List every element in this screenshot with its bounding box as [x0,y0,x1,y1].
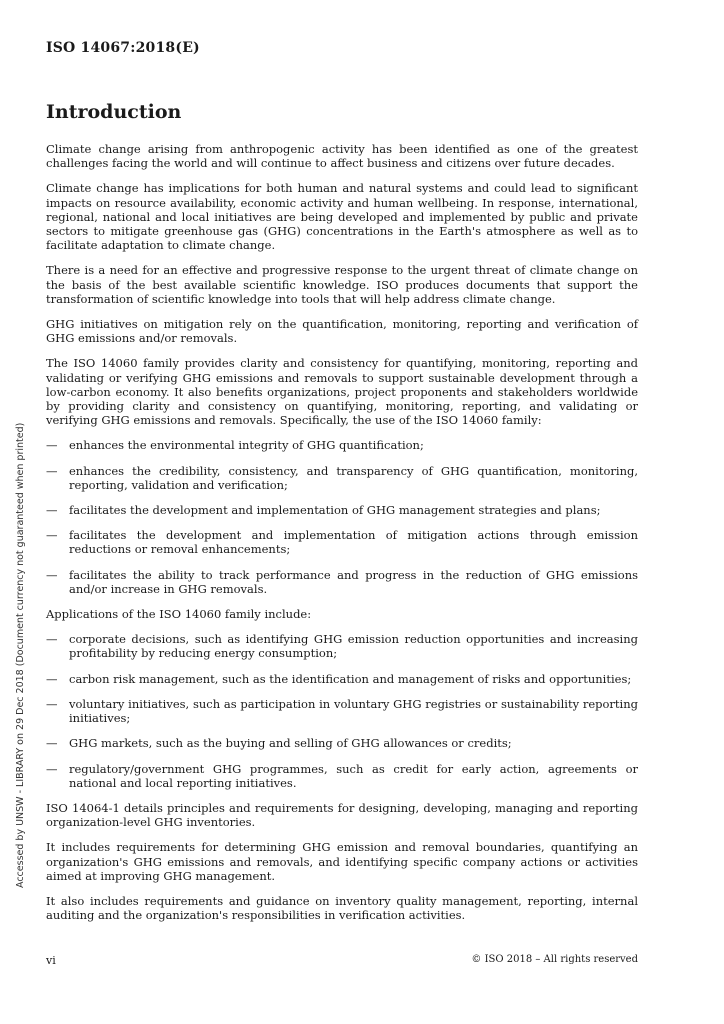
list-item: — GHG markets, such as the buying and selling of GHG allowances or credits; [46,736,512,751]
dash-bullet: — [46,696,58,711]
dash-bullet: — [46,503,58,518]
list-item: — regulatory/government GHG programmes, such as credit for early action, agreements or national and local reporting initiatives. [46,761,638,790]
applications-list [46,632,638,790]
dash-bullet: — [46,528,58,543]
list-item: — carbon risk management, such as the identification and management of risks and opportunities; [46,671,632,686]
dash-bullet: — [46,671,58,686]
paragraph-9: It also includes requirements and guidance on inventory quality management, reporting, internal auditing and the organization's responsibilities in verification activities. [46,893,638,923]
dash-bullet: — [46,761,58,776]
dash-bullet: — [46,567,58,582]
access-watermark: Accessed by UNSW - LIBRARY on 29 Dec 2018 (Document currency not guaranteed when printed) [15,422,26,888]
list-item: — facilitates the development and implementation of GHG management strategies and plans; [46,503,601,518]
paragraph-1: Climate change arising from anthropogenic activity has been identified as one of the greatest challenges facing the world and will continue to affect business and citizens over future decades. [46,142,638,171]
paragraph-3: There is a need for an effective and progressive response to the urgent threat of climate change on the basis of the best available scientific knowledge. ISO produces documents that support the transformation of scientific knowledge into tools that will help address climate change. [46,263,638,306]
list-item: — enhances the credibility, consistency, and transparency of GHG quantification, monitoring, reporting, validation and verification; [46,463,638,492]
paragraph-2: Climate change has implications for both human and natural systems and could lead to significant impacts on resource availability, economic activity and human wellbeing. In response, international, regional, national and local initiatives are being developed and implemented by public and private sectors to mitigate greenhouse gas (GHG) concentrations in the Earth's atmosphere as well as to facilitate adaptation to climate change. [46,181,638,253]
dash-bullet: — [46,438,58,453]
dash-bullet: — [46,463,58,478]
dash-bullet: — [46,736,58,751]
paragraph-4: GHG initiatives on mitigation rely on the quantification, monitoring, reporting and verification of GHG emissions and/or removals. [46,317,638,346]
page-title: Introduction [46,101,182,123]
list-item: — facilitates the ability to track performance and progress in the reduction of GHG emissions and/or increase in GHG removals. [46,567,638,596]
dash-bullet: — [46,632,58,647]
list-item: — voluntary initiatives, such as participation in voluntary GHG registries or sustainability reporting initiatives; [46,696,638,726]
list-item: — facilitates the development and implementation of mitigation actions through emission reductions or removal enhancements; [46,528,638,557]
body-text [46,142,638,933]
paragraph-7: ISO 14064-1 details principles and requirements for designing, developing, managing and reporting organization-level GHG inventories. [46,800,638,830]
copyright-notice: © ISO 2018 – All rights reserved [471,954,638,965]
benefits-list [46,438,638,596]
paragraph-6: Applications of the ISO 14060 family include: [46,607,312,622]
page-number: vi [46,954,56,967]
list-item: — corporate decisions, such as identifying GHG emission reduction opportunities and increasing profitability by reducing energy consumption; [46,632,638,661]
paragraph-5: The ISO 14060 family provides clarity and consistency for quantifying, monitoring, reporting and validating or verifying GHG emissions and removals to support sustainable development through a low-carbon economy. It also benefits organizations, project proponents and stakeholders worldwide by providing clarity and consistency on quantifying, monitoring, reporting, and validating or verifying GHG emissions and removals. Specifically, the use of the ISO 14060 family: [46,356,638,428]
list-item: — enhances the environmental integrity of GHG quantification; [46,438,424,453]
standard-header: ISO 14067:2018(E) [46,40,200,56]
paragraph-8: It includes requirements for determining GHG emission and removal boundaries, quantifying an organization's GHG emissions and removals, and identifying specific company actions or activities aimed at improving GHG management. [46,840,638,883]
